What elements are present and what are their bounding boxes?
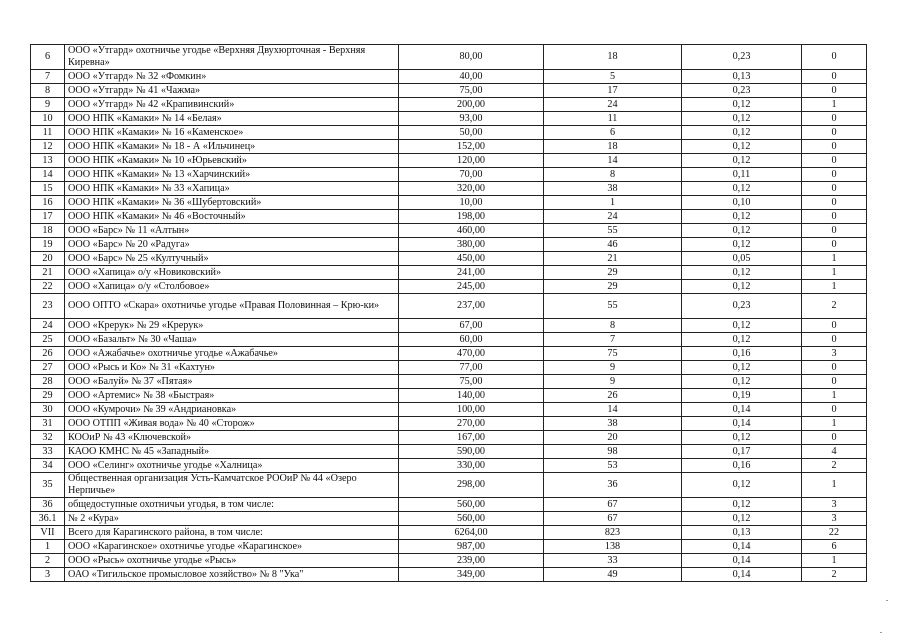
organization-name-cell: ОАО «Тигильское промысловое хозяйство» № 8 "Ука"	[65, 568, 399, 582]
table-row	[31, 459, 867, 473]
quota-cell: 0	[802, 112, 867, 126]
density-cell: 0,12	[682, 319, 802, 333]
table-row	[31, 84, 867, 98]
row-number-cell: 15	[31, 182, 65, 196]
table-row	[31, 224, 867, 238]
organization-name-cell: Всего для Карагинского района, в том числе:	[65, 526, 399, 540]
row-number-cell: 3	[31, 568, 65, 582]
row-number-cell: 7	[31, 70, 65, 84]
quota-cell: 1	[802, 473, 867, 498]
count-cell: 138	[544, 540, 682, 554]
area-cell: 75,00	[399, 84, 544, 98]
area-cell: 237,00	[399, 294, 544, 319]
row-number-cell: 24	[31, 319, 65, 333]
area-cell: 450,00	[399, 252, 544, 266]
row-number-cell: 36.1	[31, 512, 65, 526]
density-cell: 0,12	[682, 473, 802, 498]
count-cell: 26	[544, 389, 682, 403]
table-row	[31, 45, 867, 70]
density-cell: 0,05	[682, 252, 802, 266]
density-cell: 0,12	[682, 266, 802, 280]
density-cell: 0,23	[682, 294, 802, 319]
organization-name-cell: ООО «Утгард» № 42 «Крапивинский»	[65, 98, 399, 112]
row-number-cell: 17	[31, 210, 65, 224]
quota-cell: 0	[802, 45, 867, 70]
table-row	[31, 473, 867, 498]
row-number-cell: 31	[31, 417, 65, 431]
density-cell: 0,14	[682, 568, 802, 582]
organization-name-cell: ООО «Барс» № 25 «Култучный»	[65, 252, 399, 266]
count-cell: 55	[544, 294, 682, 319]
table-row	[31, 238, 867, 252]
density-cell: 0,12	[682, 333, 802, 347]
count-cell: 11	[544, 112, 682, 126]
table-row	[31, 126, 867, 140]
quota-cell: 1	[802, 389, 867, 403]
organization-name-cell: ООО «Утгард» охотничье угодье «Верхняя Двухюрточная - Верхняя Киревна»	[65, 45, 399, 70]
quota-cell: 0	[802, 224, 867, 238]
density-cell: 0,12	[682, 280, 802, 294]
count-cell: 8	[544, 319, 682, 333]
count-cell: 8	[544, 168, 682, 182]
table-row	[31, 347, 867, 361]
table-row	[31, 512, 867, 526]
area-cell: 93,00	[399, 112, 544, 126]
row-number-cell: 34	[31, 459, 65, 473]
count-cell: 36	[544, 473, 682, 498]
quota-cell: 0	[802, 238, 867, 252]
area-cell: 100,00	[399, 403, 544, 417]
table-row	[31, 154, 867, 168]
count-cell: 38	[544, 417, 682, 431]
density-cell: 0,17	[682, 445, 802, 459]
density-cell: 0,12	[682, 431, 802, 445]
count-cell: 75	[544, 347, 682, 361]
density-cell: 0,12	[682, 98, 802, 112]
area-cell: 987,00	[399, 540, 544, 554]
area-cell: 6264,00	[399, 526, 544, 540]
row-number-cell: 19	[31, 238, 65, 252]
organization-name-cell: ООО НПК «Камаки» № 46 «Восточный»	[65, 210, 399, 224]
table-row	[31, 112, 867, 126]
table-row	[31, 568, 867, 582]
table-row	[31, 526, 867, 540]
scan-speck	[880, 632, 882, 633]
organization-name-cell: КАОО КМНС № 45 «Западный»	[65, 445, 399, 459]
quota-cell: 0	[802, 196, 867, 210]
row-number-cell: 36	[31, 498, 65, 512]
quota-cell: 0	[802, 154, 867, 168]
table-row	[31, 431, 867, 445]
count-cell: 67	[544, 512, 682, 526]
organization-name-cell: ООО «Балуй» № 37 «Пятая»	[65, 375, 399, 389]
organization-name-cell: ООО «Ажабачье» охотничье угодье «Ажабачье»	[65, 347, 399, 361]
count-cell: 24	[544, 210, 682, 224]
organization-name-cell: ООО НПК «Камаки» № 33 «Хапица»	[65, 182, 399, 196]
quota-cell: 0	[802, 182, 867, 196]
area-cell: 50,00	[399, 126, 544, 140]
organization-name-cell: ООО ОТПП «Живая вода» № 40 «Сторож»	[65, 417, 399, 431]
row-number-cell: 8	[31, 84, 65, 98]
area-cell: 60,00	[399, 333, 544, 347]
density-cell: 0,12	[682, 112, 802, 126]
area-cell: 560,00	[399, 512, 544, 526]
count-cell: 1	[544, 196, 682, 210]
row-number-cell: 30	[31, 403, 65, 417]
table-row	[31, 389, 867, 403]
table-row	[31, 319, 867, 333]
density-cell: 0,12	[682, 375, 802, 389]
row-number-cell: 13	[31, 154, 65, 168]
quota-cell: 3	[802, 498, 867, 512]
table-row	[31, 403, 867, 417]
organization-name-cell: ООО НПК «Камаки» № 14 «Белая»	[65, 112, 399, 126]
quota-cell: 22	[802, 526, 867, 540]
area-cell: 245,00	[399, 280, 544, 294]
count-cell: 17	[544, 84, 682, 98]
row-number-cell: 21	[31, 266, 65, 280]
density-cell: 0,12	[682, 498, 802, 512]
quota-cell: 0	[802, 126, 867, 140]
row-number-cell: 20	[31, 252, 65, 266]
quota-cell: 2	[802, 459, 867, 473]
organization-name-cell: ООО НПК «Камаки» № 36 «Шубертовский»	[65, 196, 399, 210]
quota-cell: 0	[802, 210, 867, 224]
table-row	[31, 498, 867, 512]
quota-cell: 4	[802, 445, 867, 459]
density-cell: 0,12	[682, 210, 802, 224]
organization-name-cell: ООО «Барс» № 11 «Алтын»	[65, 224, 399, 238]
table-row	[31, 266, 867, 280]
quota-cell: 6	[802, 540, 867, 554]
row-number-cell: 28	[31, 375, 65, 389]
organization-name-cell: общедоступные охотничьи угодья, в том числе:	[65, 498, 399, 512]
count-cell: 24	[544, 98, 682, 112]
table-row	[31, 210, 867, 224]
density-cell: 0,23	[682, 84, 802, 98]
quota-cell: 0	[802, 140, 867, 154]
area-cell: 140,00	[399, 389, 544, 403]
row-number-cell: 33	[31, 445, 65, 459]
density-cell: 0,19	[682, 389, 802, 403]
count-cell: 98	[544, 445, 682, 459]
row-number-cell: 35	[31, 473, 65, 498]
area-cell: 470,00	[399, 347, 544, 361]
row-number-cell: VII	[31, 526, 65, 540]
density-cell: 0,13	[682, 70, 802, 84]
organization-name-cell: ООО ОПТО «Скара» охотничье угодье «Правая Половинная – Крю-ки»	[65, 294, 399, 319]
area-cell: 152,00	[399, 140, 544, 154]
quota-cell: 2	[802, 294, 867, 319]
row-number-cell: 25	[31, 333, 65, 347]
count-cell: 46	[544, 238, 682, 252]
row-number-cell: 12	[31, 140, 65, 154]
row-number-cell: 1	[31, 540, 65, 554]
organization-name-cell: ООО НПК «Камаки» № 18 - А «Ильчинец»	[65, 140, 399, 154]
quota-cell: 0	[802, 70, 867, 84]
hunting-grounds-table	[30, 44, 867, 582]
count-cell: 6	[544, 126, 682, 140]
row-number-cell: 9	[31, 98, 65, 112]
density-cell: 0,13	[682, 526, 802, 540]
count-cell: 55	[544, 224, 682, 238]
area-cell: 120,00	[399, 154, 544, 168]
density-cell: 0,12	[682, 126, 802, 140]
row-number-cell: 26	[31, 347, 65, 361]
table-row	[31, 294, 867, 319]
table-row	[31, 182, 867, 196]
density-cell: 0,14	[682, 554, 802, 568]
count-cell: 53	[544, 459, 682, 473]
scan-speck	[886, 600, 888, 601]
document-page	[30, 44, 866, 582]
area-cell: 330,00	[399, 459, 544, 473]
row-number-cell: 6	[31, 45, 65, 70]
density-cell: 0,12	[682, 361, 802, 375]
row-number-cell: 11	[31, 126, 65, 140]
count-cell: 38	[544, 182, 682, 196]
row-number-cell: 29	[31, 389, 65, 403]
table-row	[31, 445, 867, 459]
count-cell: 14	[544, 154, 682, 168]
quota-cell: 1	[802, 266, 867, 280]
table-row	[31, 70, 867, 84]
quota-cell: 0	[802, 403, 867, 417]
quota-cell: 1	[802, 417, 867, 431]
count-cell: 9	[544, 361, 682, 375]
area-cell: 40,00	[399, 70, 544, 84]
organization-name-cell: Общественная организация Усть-Камчатское РООиР № 44 «Озеро Нерпичье»	[65, 473, 399, 498]
count-cell: 18	[544, 45, 682, 70]
quota-cell: 1	[802, 98, 867, 112]
count-cell: 9	[544, 375, 682, 389]
table-row	[31, 417, 867, 431]
row-number-cell: 32	[31, 431, 65, 445]
quota-cell: 0	[802, 431, 867, 445]
density-cell: 0,16	[682, 459, 802, 473]
count-cell: 823	[544, 526, 682, 540]
density-cell: 0,12	[682, 154, 802, 168]
organization-name-cell: ООО «Утгард» № 41 «Чажма»	[65, 84, 399, 98]
area-cell: 380,00	[399, 238, 544, 252]
table-row	[31, 361, 867, 375]
density-cell: 0,11	[682, 168, 802, 182]
organization-name-cell: ООО «Артемис» № 38 «Быстрая»	[65, 389, 399, 403]
area-cell: 80,00	[399, 45, 544, 70]
table-row	[31, 540, 867, 554]
count-cell: 67	[544, 498, 682, 512]
count-cell: 21	[544, 252, 682, 266]
quota-cell: 1	[802, 280, 867, 294]
quota-cell: 3	[802, 512, 867, 526]
quota-cell: 0	[802, 361, 867, 375]
density-cell: 0,12	[682, 182, 802, 196]
quota-cell: 0	[802, 375, 867, 389]
row-number-cell: 10	[31, 112, 65, 126]
area-cell: 75,00	[399, 375, 544, 389]
area-cell: 590,00	[399, 445, 544, 459]
quota-cell: 0	[802, 84, 867, 98]
table-body	[31, 45, 867, 582]
organization-name-cell: ООО «Барс» № 20 «Радуга»	[65, 238, 399, 252]
quota-cell: 3	[802, 347, 867, 361]
quota-cell: 0	[802, 168, 867, 182]
organization-name-cell: ООО НПК «Камаки» № 16 «Каменское»	[65, 126, 399, 140]
area-cell: 67,00	[399, 319, 544, 333]
row-number-cell: 14	[31, 168, 65, 182]
row-number-cell: 2	[31, 554, 65, 568]
organization-name-cell: ООО «Хапица» о/у «Столбовое»	[65, 280, 399, 294]
area-cell: 167,00	[399, 431, 544, 445]
quota-cell: 1	[802, 554, 867, 568]
row-number-cell: 27	[31, 361, 65, 375]
area-cell: 70,00	[399, 168, 544, 182]
table-row	[31, 333, 867, 347]
count-cell: 29	[544, 280, 682, 294]
density-cell: 0,16	[682, 347, 802, 361]
count-cell: 5	[544, 70, 682, 84]
organization-name-cell: ООО «Хапица» о/у «Новиковский»	[65, 266, 399, 280]
area-cell: 349,00	[399, 568, 544, 582]
organization-name-cell: № 2 «Кура»	[65, 512, 399, 526]
table-row	[31, 168, 867, 182]
organization-name-cell: ООО «Утгард» № 32 «Фомкин»	[65, 70, 399, 84]
area-cell: 320,00	[399, 182, 544, 196]
quota-cell: 2	[802, 568, 867, 582]
area-cell: 298,00	[399, 473, 544, 498]
organization-name-cell: ООО «Рысь» охотничье угодье «Рысь»	[65, 554, 399, 568]
density-cell: 0,14	[682, 417, 802, 431]
area-cell: 198,00	[399, 210, 544, 224]
organization-name-cell: ООО НПК «Камаки» № 10 «Юрьевский»	[65, 154, 399, 168]
row-number-cell: 23	[31, 294, 65, 319]
table-row	[31, 375, 867, 389]
area-cell: 10,00	[399, 196, 544, 210]
organization-name-cell: ООО «Рысь и Ко» № 31 «Кахтун»	[65, 361, 399, 375]
quota-cell: 0	[802, 333, 867, 347]
density-cell: 0,12	[682, 512, 802, 526]
density-cell: 0,12	[682, 140, 802, 154]
count-cell: 7	[544, 333, 682, 347]
density-cell: 0,12	[682, 224, 802, 238]
organization-name-cell: ООО НПК «Камаки» № 13 «Харчинский»	[65, 168, 399, 182]
organization-name-cell: ООО «Крерук» № 29 «Крерук»	[65, 319, 399, 333]
count-cell: 20	[544, 431, 682, 445]
table-row	[31, 252, 867, 266]
table-row	[31, 98, 867, 112]
count-cell: 14	[544, 403, 682, 417]
area-cell: 200,00	[399, 98, 544, 112]
table-row	[31, 196, 867, 210]
density-cell: 0,23	[682, 45, 802, 70]
area-cell: 460,00	[399, 224, 544, 238]
organization-name-cell: ООО «Кумрочи» № 39 «Андриановка»	[65, 403, 399, 417]
quota-cell: 1	[802, 252, 867, 266]
organization-name-cell: ООО «Базальт» № 30 «Чаша»	[65, 333, 399, 347]
density-cell: 0,14	[682, 403, 802, 417]
area-cell: 77,00	[399, 361, 544, 375]
row-number-cell: 16	[31, 196, 65, 210]
area-cell: 270,00	[399, 417, 544, 431]
organization-name-cell: ООО «Карагинское» охотничье угодье «Карагинское»	[65, 540, 399, 554]
row-number-cell: 18	[31, 224, 65, 238]
density-cell: 0,10	[682, 196, 802, 210]
count-cell: 18	[544, 140, 682, 154]
row-number-cell: 22	[31, 280, 65, 294]
quota-cell: 0	[802, 319, 867, 333]
table-row	[31, 554, 867, 568]
table-row	[31, 280, 867, 294]
area-cell: 239,00	[399, 554, 544, 568]
area-cell: 560,00	[399, 498, 544, 512]
density-cell: 0,14	[682, 540, 802, 554]
count-cell: 33	[544, 554, 682, 568]
table-row	[31, 140, 867, 154]
area-cell: 241,00	[399, 266, 544, 280]
count-cell: 29	[544, 266, 682, 280]
organization-name-cell: КООиР № 43 «Ключевской»	[65, 431, 399, 445]
organization-name-cell: ООО «Селинг» охотничье угодье «Халница»	[65, 459, 399, 473]
density-cell: 0,12	[682, 238, 802, 252]
count-cell: 49	[544, 568, 682, 582]
